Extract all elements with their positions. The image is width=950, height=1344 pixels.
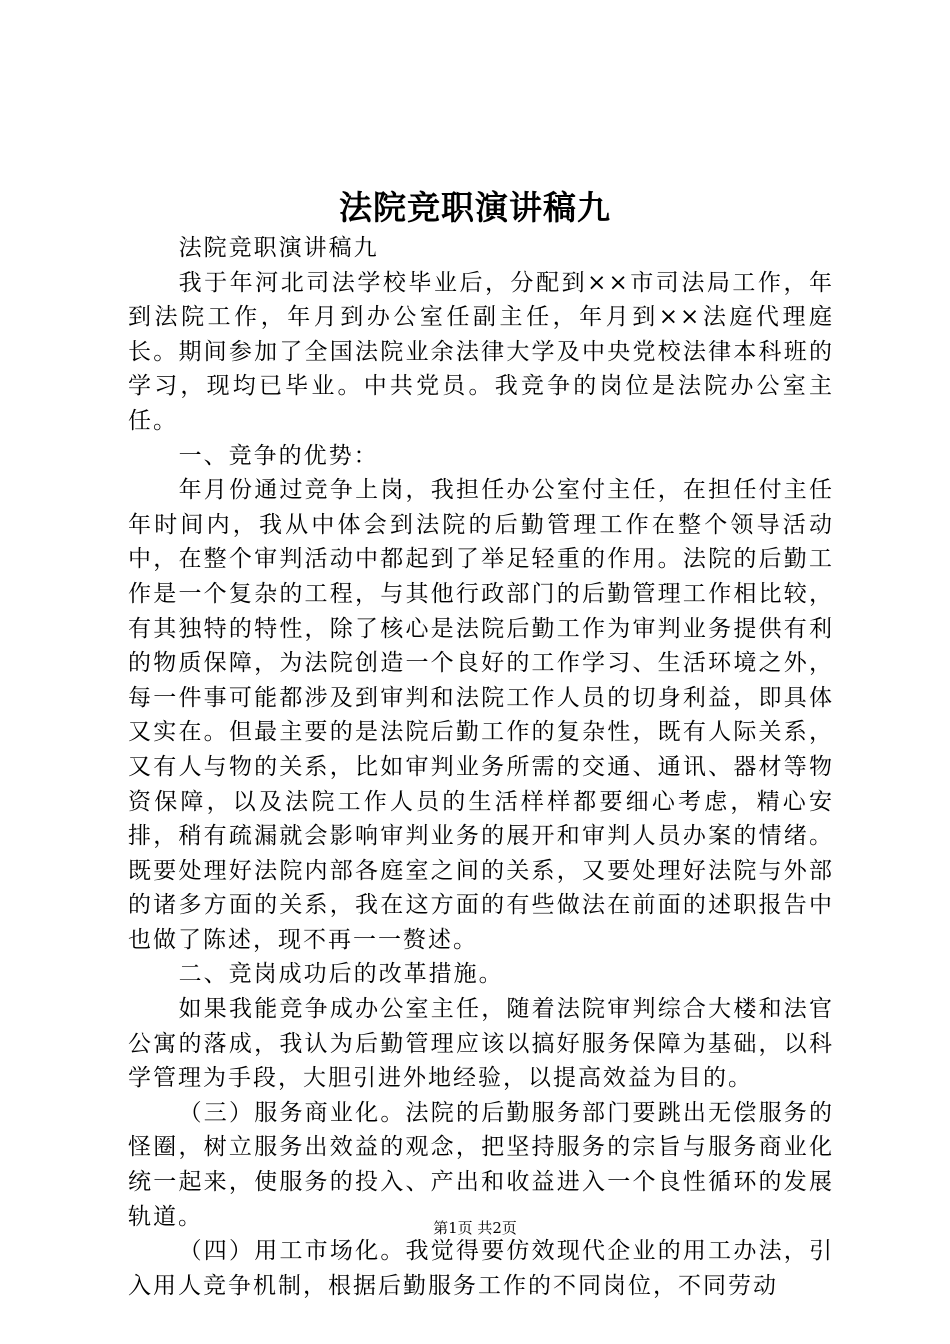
section-heading: 二、竞岗成功后的改革措施。 bbox=[178, 961, 504, 988]
page-number-footer: 第1页 共2页 bbox=[433, 1219, 517, 1237]
body-paragraph: 我于年河北司法学校毕业后，分配到××市司法局工作，年到法院工作，年月到办公室任副主任，年月到××法庭代理庭长。期间参加了全国法院业余法律大学及中央党校法律本科班的学习，现均已毕业。中共党员。我竞争的岗位是法院办公室主任。 bbox=[128, 269, 834, 434]
body-paragraph: （四）用工市场化。我觉得要仿效现代企业的用工办法，引入用人竞争机制，根据后勤服务工作的不同岗位，不同劳动 bbox=[128, 1238, 834, 1299]
section-heading: 一、竞争的优势： bbox=[178, 442, 379, 469]
document-title: 法院竞职演讲稿九 bbox=[339, 188, 611, 227]
body-paragraph: 法院竞职演讲稿九 bbox=[178, 235, 379, 261]
body-paragraph: （三）服务商业化。法院的后勤服务部门要跳出无偿服务的怪圈，树立服务出效益的观念，把坚持服务的宗旨与服务商业化统一起来，使服务的投入、产出和收益进入一个良性循环的发展轨道。 bbox=[128, 1099, 834, 1230]
body-paragraph: 如果我能竞争成办公室主任，随着法院审判综合大楼和法官公寓的落成，我认为后勤管理应该以搞好服务保障为基础，以科学管理为手段，大胆引进外地经验，以提高效益为目的。 bbox=[128, 996, 834, 1092]
body-paragraph: 年月份通过竞争上岗，我担任办公室付主任，在担任付主任年时间内，我从中体会到法院的后勤管理工作在整个领导活动中，在整个审判活动中都起到了举足轻重的作用。法院的后勤工作是一个复杂的工程，与其他行政部门的后勤管理工作相比较，有其独特的特性，除了核心是法院后勤工作为审判业务提供有利的物质保障，为法院创造一个良好的工作学习、生活环境之外，每一件事可能都涉及到审判和法院工作人员的切身利益，即具体又实在。但最主要的是法院后勤工作的复杂性，既有人际关系，又有人与物的关系，比如审判业务所需的交通、通讯、器材等物资保障，以及法院工作人员的生活样样都要细心考虑，精心安排，稍有疏漏就会影响审判业务的展开和审判人员办案的情绪。既要处理好法院内部各庭室之间的关系，又要处理好法院与外部的诸多方面的关系，我在这方面的有些做法在前面的述职报告中也做了陈述，现不再一一赘述。 bbox=[128, 477, 834, 953]
document-body bbox=[128, 231, 834, 1303]
